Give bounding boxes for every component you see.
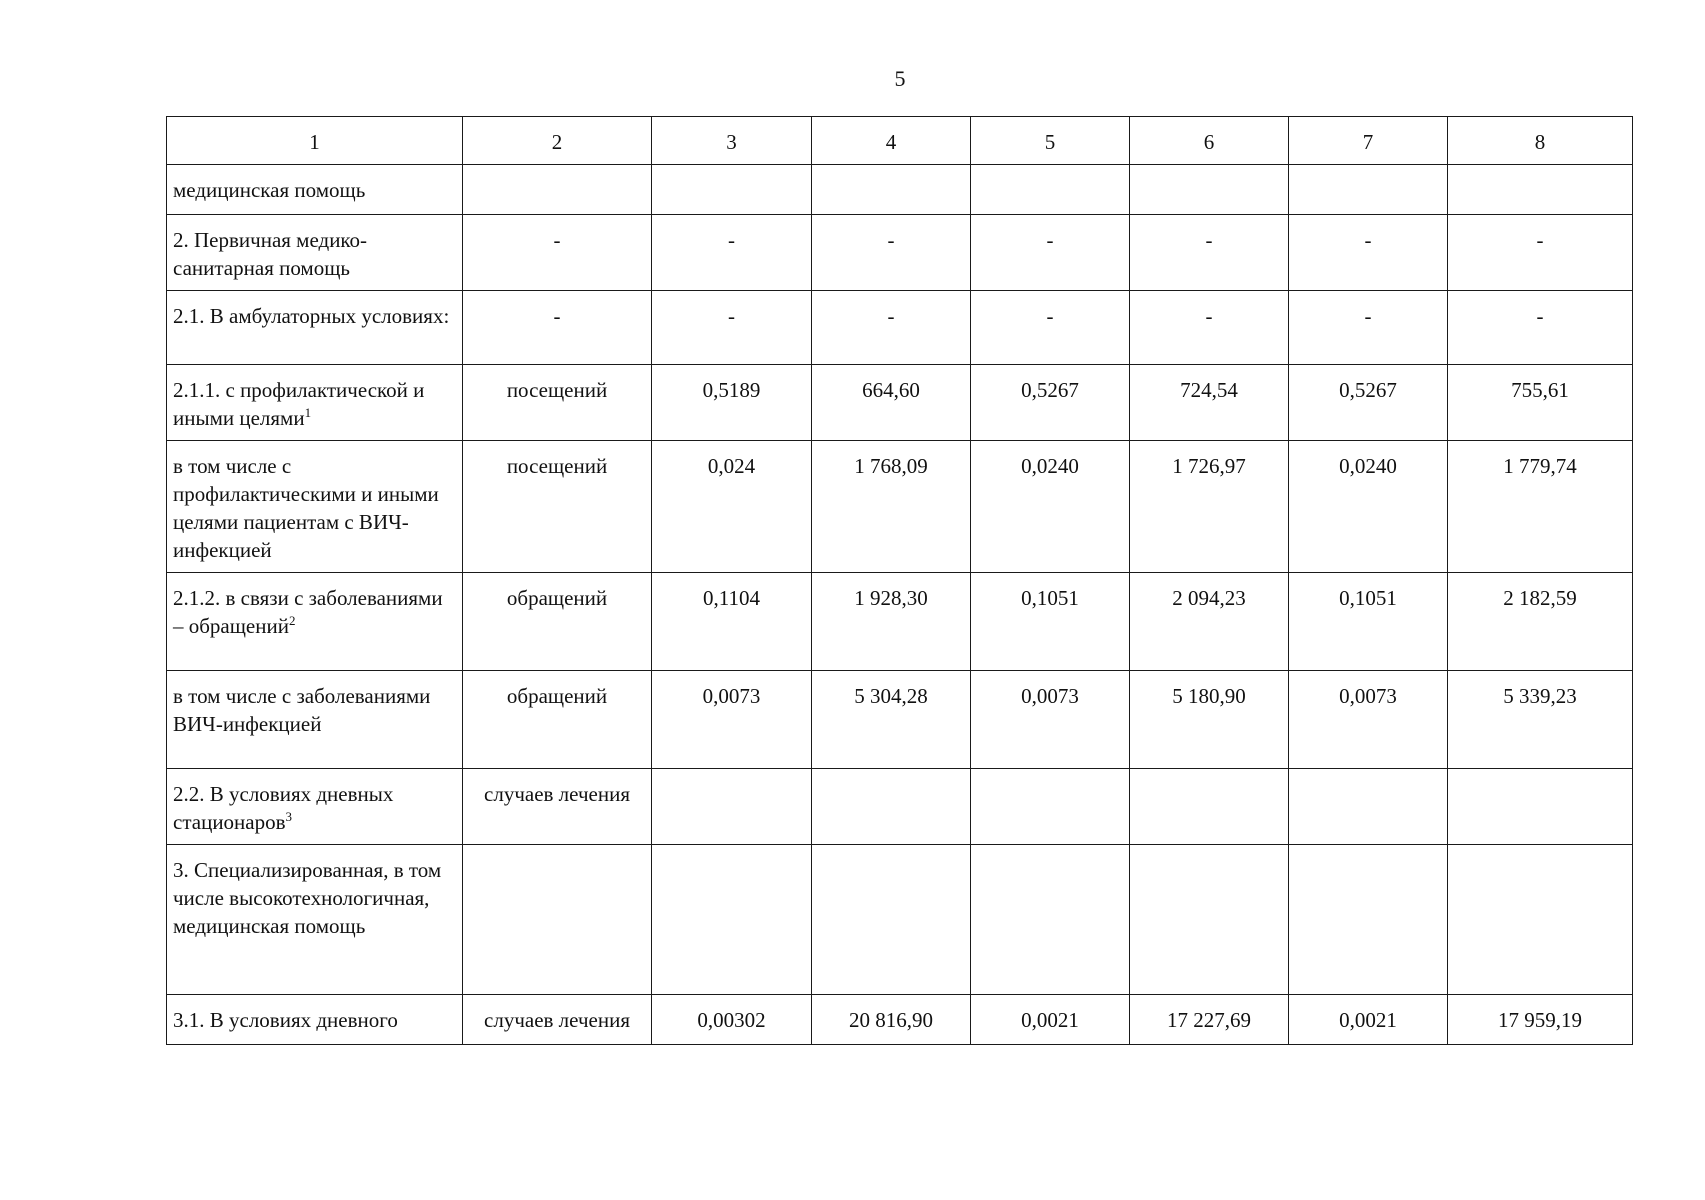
column-header: 5 <box>971 117 1130 165</box>
value-cell: 17 959,19 <box>1448 995 1633 1045</box>
row-label-cell <box>167 165 463 215</box>
column-header: 2 <box>463 117 652 165</box>
value-cell: 1 726,97 <box>1130 441 1289 573</box>
value-cell <box>652 845 812 995</box>
value-cell: 0,5267 <box>1289 365 1448 441</box>
footnote-marker: 1 <box>304 405 312 420</box>
value-cell <box>1289 165 1448 215</box>
value-cell: - <box>1289 291 1448 365</box>
value-cell: - <box>812 291 971 365</box>
value-cell: 5 180,90 <box>1130 671 1289 769</box>
value-cell: 664,60 <box>812 365 971 441</box>
column-header: 1 <box>167 117 463 165</box>
value-cell: 0,0073 <box>971 671 1130 769</box>
value-cell: - <box>1448 291 1633 365</box>
row-label-cell <box>167 845 463 995</box>
value-cell: 724,54 <box>1130 365 1289 441</box>
unit-cell <box>463 845 652 995</box>
value-cell: 755,61 <box>1448 365 1633 441</box>
value-cell: 0,0021 <box>971 995 1130 1045</box>
value-cell <box>1130 165 1289 215</box>
row-label-cell <box>167 573 463 671</box>
unit-cell: - <box>463 215 652 291</box>
table-row <box>167 215 1633 291</box>
value-cell: 0,0240 <box>1289 441 1448 573</box>
value-cell <box>652 165 812 215</box>
row-label-cell <box>167 365 463 441</box>
value-cell <box>812 769 971 845</box>
value-cell <box>971 165 1130 215</box>
value-cell: 20 816,90 <box>812 995 971 1045</box>
value-cell <box>812 845 971 995</box>
value-cell: 5 304,28 <box>812 671 971 769</box>
row-label-cell <box>167 769 463 845</box>
table-row <box>167 995 1633 1045</box>
row-label-cell <box>167 441 463 573</box>
row-label: 2.2. В условиях дневных стационаров <box>173 782 394 834</box>
unit-cell: обращений <box>463 573 652 671</box>
value-cell: 5 339,23 <box>1448 671 1633 769</box>
column-header: 7 <box>1289 117 1448 165</box>
column-header: 4 <box>812 117 971 165</box>
row-label: 3. Специализированная, в том числе высокотехнологичная, медицинская помощь <box>173 858 442 938</box>
value-cell <box>1448 165 1633 215</box>
page-number: 5 <box>894 66 906 91</box>
row-label: 2.1.1. с профилактической и иными целями <box>173 378 425 430</box>
unit-cell: посещений <box>463 365 652 441</box>
row-label: в том числе с профилактическими и иными целями пациентам с ВИЧ-инфекцией <box>173 454 439 562</box>
value-cell: - <box>971 291 1130 365</box>
table-row <box>167 165 1633 215</box>
table-row <box>167 671 1633 769</box>
footnote-marker: 3 <box>285 809 293 824</box>
header-row <box>167 117 1633 165</box>
value-cell: - <box>971 215 1130 291</box>
value-cell: 17 227,69 <box>1130 995 1289 1045</box>
unit-cell: случаев лечения <box>463 995 652 1045</box>
data-table <box>166 116 1633 1045</box>
value-cell: - <box>812 215 971 291</box>
value-cell: - <box>1130 215 1289 291</box>
value-cell <box>1289 845 1448 995</box>
table-row <box>167 441 1633 573</box>
value-cell: 0,00302 <box>652 995 812 1045</box>
table-row <box>167 769 1633 845</box>
row-label: 3.1. В условиях дневного <box>173 1008 398 1032</box>
value-cell: 0,5189 <box>652 365 812 441</box>
value-cell: 0,0073 <box>1289 671 1448 769</box>
value-cell <box>971 769 1130 845</box>
value-cell: - <box>1448 215 1633 291</box>
value-cell <box>1130 845 1289 995</box>
table-row <box>167 291 1633 365</box>
value-cell: 1 768,09 <box>812 441 971 573</box>
row-label-cell <box>167 671 463 769</box>
unit-cell: случаев лечения <box>463 769 652 845</box>
unit-cell: посещений <box>463 441 652 573</box>
table-row <box>167 365 1633 441</box>
value-cell <box>1130 769 1289 845</box>
value-cell: - <box>652 215 812 291</box>
row-label-cell <box>167 291 463 365</box>
value-cell: 0,024 <box>652 441 812 573</box>
value-cell: 0,1104 <box>652 573 812 671</box>
value-cell <box>812 165 971 215</box>
value-cell <box>1289 769 1448 845</box>
value-cell <box>652 769 812 845</box>
footnote-marker: 2 <box>288 613 296 628</box>
row-label: 2. Первичная медико-санитарная помощь <box>173 228 368 280</box>
row-label-cell <box>167 995 463 1045</box>
row-label: в том числе с заболеваниями ВИЧ-инфекцией <box>173 684 431 736</box>
value-cell <box>1448 769 1633 845</box>
value-cell <box>1448 845 1633 995</box>
value-cell: 0,5267 <box>971 365 1130 441</box>
row-label-cell <box>167 215 463 291</box>
value-cell: 0,0021 <box>1289 995 1448 1045</box>
unit-cell <box>463 165 652 215</box>
value-cell: - <box>652 291 812 365</box>
row-label: медицинская помощь <box>173 178 366 202</box>
value-cell: - <box>1289 215 1448 291</box>
unit-cell: - <box>463 291 652 365</box>
row-label: 2.1. В амбулаторных условиях: <box>173 304 450 328</box>
table-row <box>167 845 1633 995</box>
value-cell: - <box>1130 291 1289 365</box>
unit-cell: обращений <box>463 671 652 769</box>
value-cell: 2 182,59 <box>1448 573 1633 671</box>
column-header: 3 <box>652 117 812 165</box>
value-cell: 0,1051 <box>1289 573 1448 671</box>
value-cell: 0,1051 <box>971 573 1130 671</box>
column-header: 6 <box>1130 117 1289 165</box>
value-cell: 2 094,23 <box>1130 573 1289 671</box>
column-header: 8 <box>1448 117 1633 165</box>
value-cell: 1 779,74 <box>1448 441 1633 573</box>
value-cell: 0,0240 <box>971 441 1130 573</box>
value-cell: 1 928,30 <box>812 573 971 671</box>
value-cell: 0,0073 <box>652 671 812 769</box>
value-cell <box>971 845 1130 995</box>
table-row <box>167 573 1633 671</box>
row-label: 2.1.2. в связи с заболеваниями – обращений <box>173 586 443 638</box>
